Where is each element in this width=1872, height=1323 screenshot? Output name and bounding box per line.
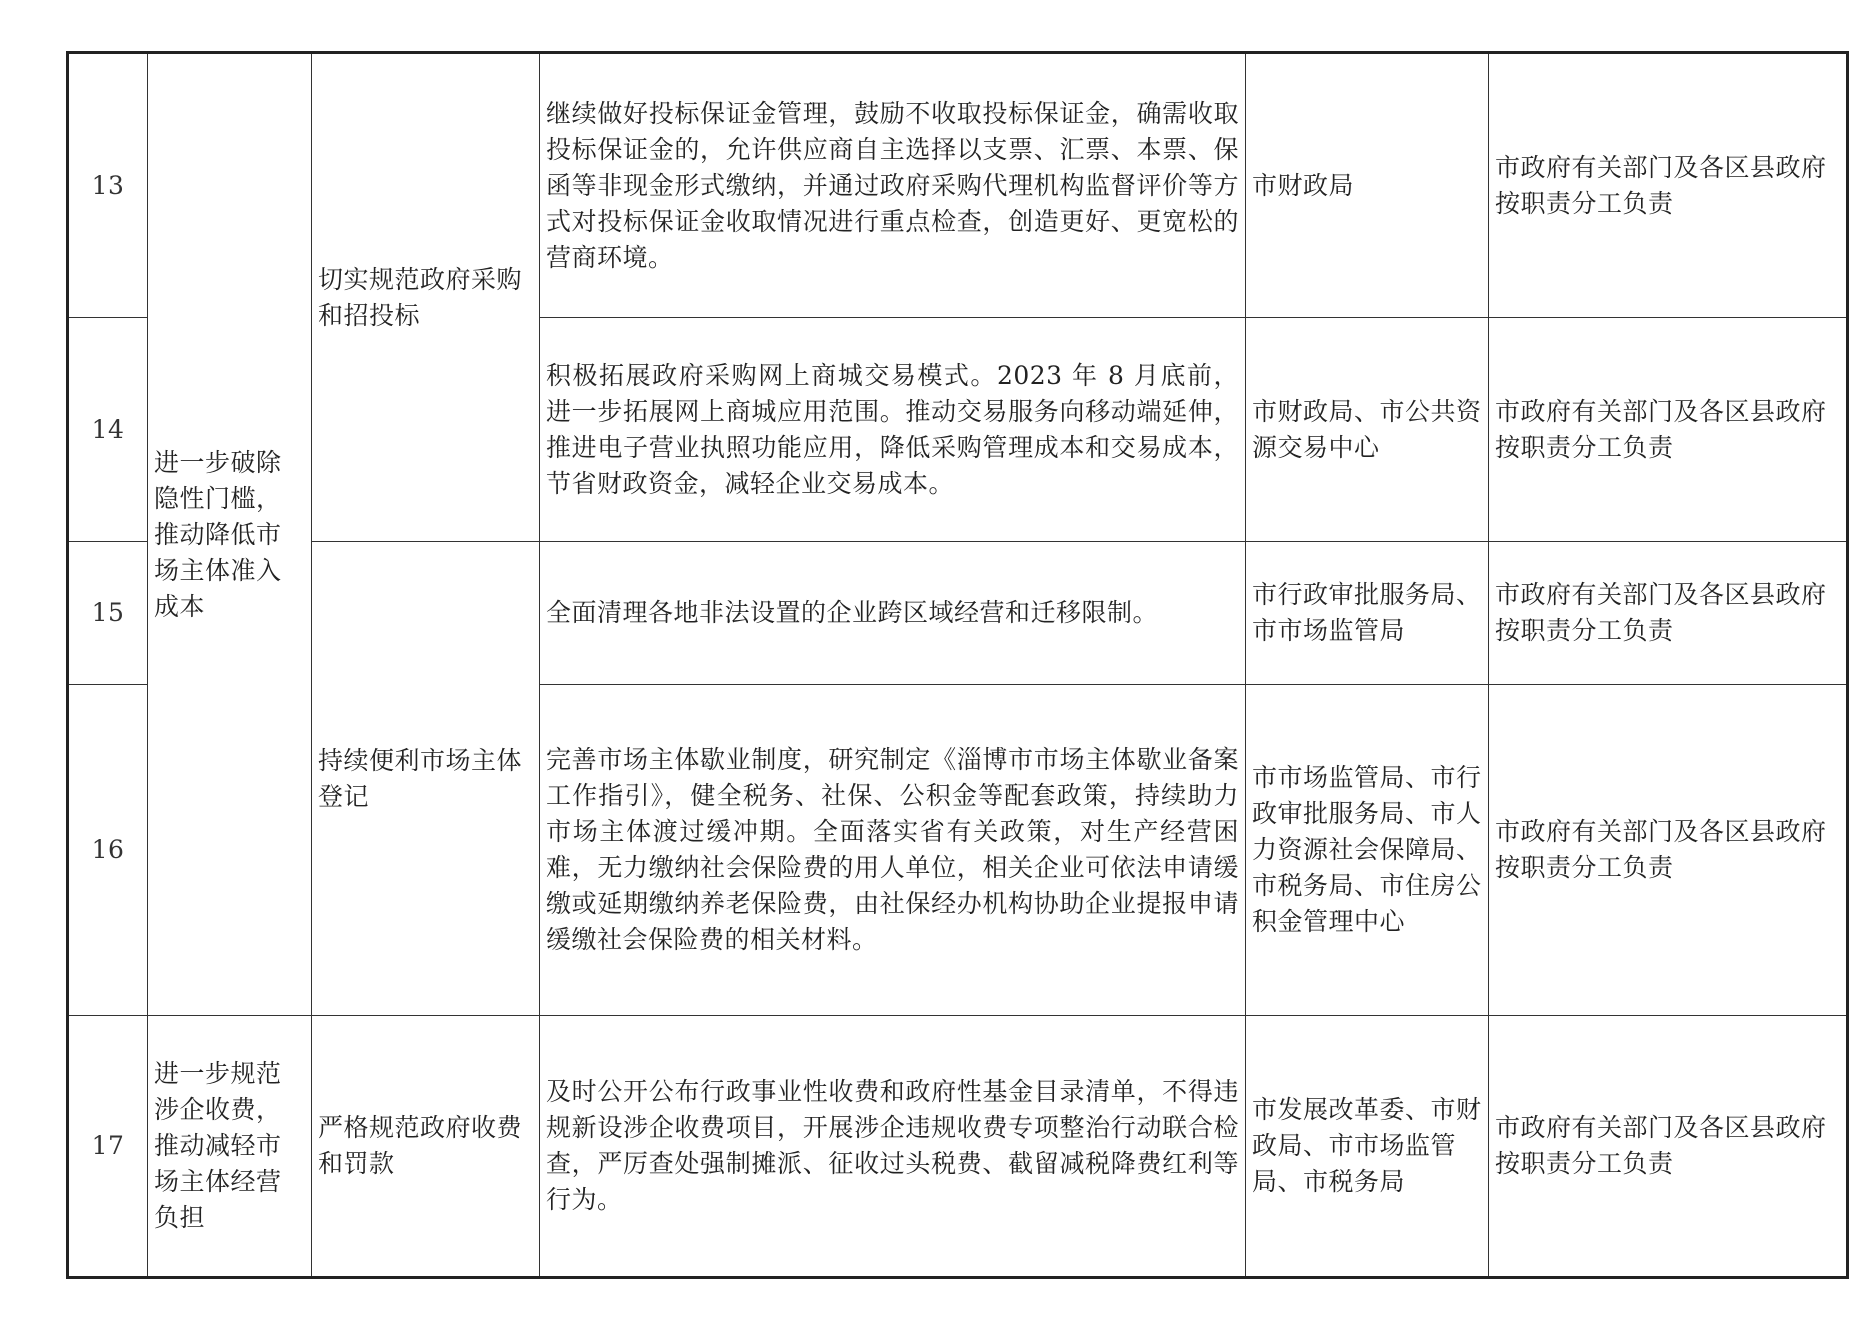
table-row bbox=[68, 542, 1848, 685]
row-number: 14 bbox=[68, 318, 148, 542]
measure-cell: 全面清理各地非法设置的企业跨区域经营和迁移限制。 bbox=[540, 542, 1246, 685]
cooperate-unit-cell: 市政府有关部门及各区县政府按职责分工负责 bbox=[1489, 318, 1848, 542]
lead-unit-cell: 市市场监管局、市行政审批服务局、市人力资源社会保障局、市税务局、市住房公积金管理中心 bbox=[1246, 685, 1489, 1016]
row-number: 17 bbox=[68, 1016, 148, 1278]
group-cell: 进一步破除隐性门槛，推动降低市场主体准入成本 bbox=[148, 53, 312, 1016]
cooperate-unit-cell: 市政府有关部门及各区县政府按职责分工负责 bbox=[1489, 542, 1848, 685]
row-number: 15 bbox=[68, 542, 148, 685]
table-row bbox=[68, 1016, 1848, 1278]
measure-cell: 及时公开公布行政事业性收费和政府性基金目录清单，不得违规新设涉企收费项目，开展涉企违规收费专项整治行动联合检查，严厉查处强制摊派、征收过头税费、截留减税降费红利等行为。 bbox=[540, 1016, 1246, 1278]
lead-unit-cell: 市财政局、市公共资源交易中心 bbox=[1246, 318, 1489, 542]
group-cell: 进一步规范涉企收费，推动减轻市场主体经营负担 bbox=[148, 1016, 312, 1278]
task-cell: 严格规范政府收费和罚款 bbox=[312, 1016, 540, 1278]
task-cell: 持续便利市场主体登记 bbox=[312, 542, 540, 1016]
row-number: 13 bbox=[68, 53, 148, 318]
table-row bbox=[68, 53, 1848, 318]
task-cell: 切实规范政府采购和招投标 bbox=[312, 53, 540, 542]
lead-unit-cell: 市发展改革委、市财政局、市市场监管局、市税务局 bbox=[1246, 1016, 1489, 1278]
measure-cell: 完善市场主体歇业制度，研究制定《淄博市市场主体歇业备案工作指引》，健全税务、社保、公积金等配套政策，持续助力市场主体渡过缓冲期。全面落实省有关政策，对生产经营困难，无力缴纳社会保险费的用人单位，相关企业可依法申请缓缴或延期缴纳养老保险费，由社保经办机构协助企业提报申请缓缴社会保险费的相关材料。 bbox=[540, 685, 1246, 1016]
lead-unit-cell: 市行政审批服务局、市市场监管局 bbox=[1246, 542, 1489, 685]
lead-unit-cell: 市财政局 bbox=[1246, 53, 1489, 318]
cooperate-unit-cell: 市政府有关部门及各区县政府按职责分工负责 bbox=[1489, 1016, 1848, 1278]
row-number: 16 bbox=[68, 685, 148, 1016]
measure-cell: 积极拓展政府采购网上商城交易模式。2023 年 8 月底前，进一步拓展网上商城应用范围。推动交易服务向移动端延伸，推进电子营业执照功能应用，降低采购管理成本和交易成本，节省财政资金，减轻企业交易成本。 bbox=[540, 318, 1246, 542]
cooperate-unit-cell: 市政府有关部门及各区县政府按职责分工负责 bbox=[1489, 685, 1848, 1016]
measure-cell: 继续做好投标保证金管理，鼓励不收取投标保证金，确需收取投标保证金的，允许供应商自主选择以支票、汇票、本票、保函等非现金形式缴纳，并通过政府采购代理机构监督评价等方式对投标保证金收取情况进行重点检查，创造更好、更宽松的营商环境。 bbox=[540, 53, 1246, 318]
cooperate-unit-cell: 市政府有关部门及各区县政府按职责分工负责 bbox=[1489, 53, 1848, 318]
policy-table bbox=[66, 51, 1849, 1279]
